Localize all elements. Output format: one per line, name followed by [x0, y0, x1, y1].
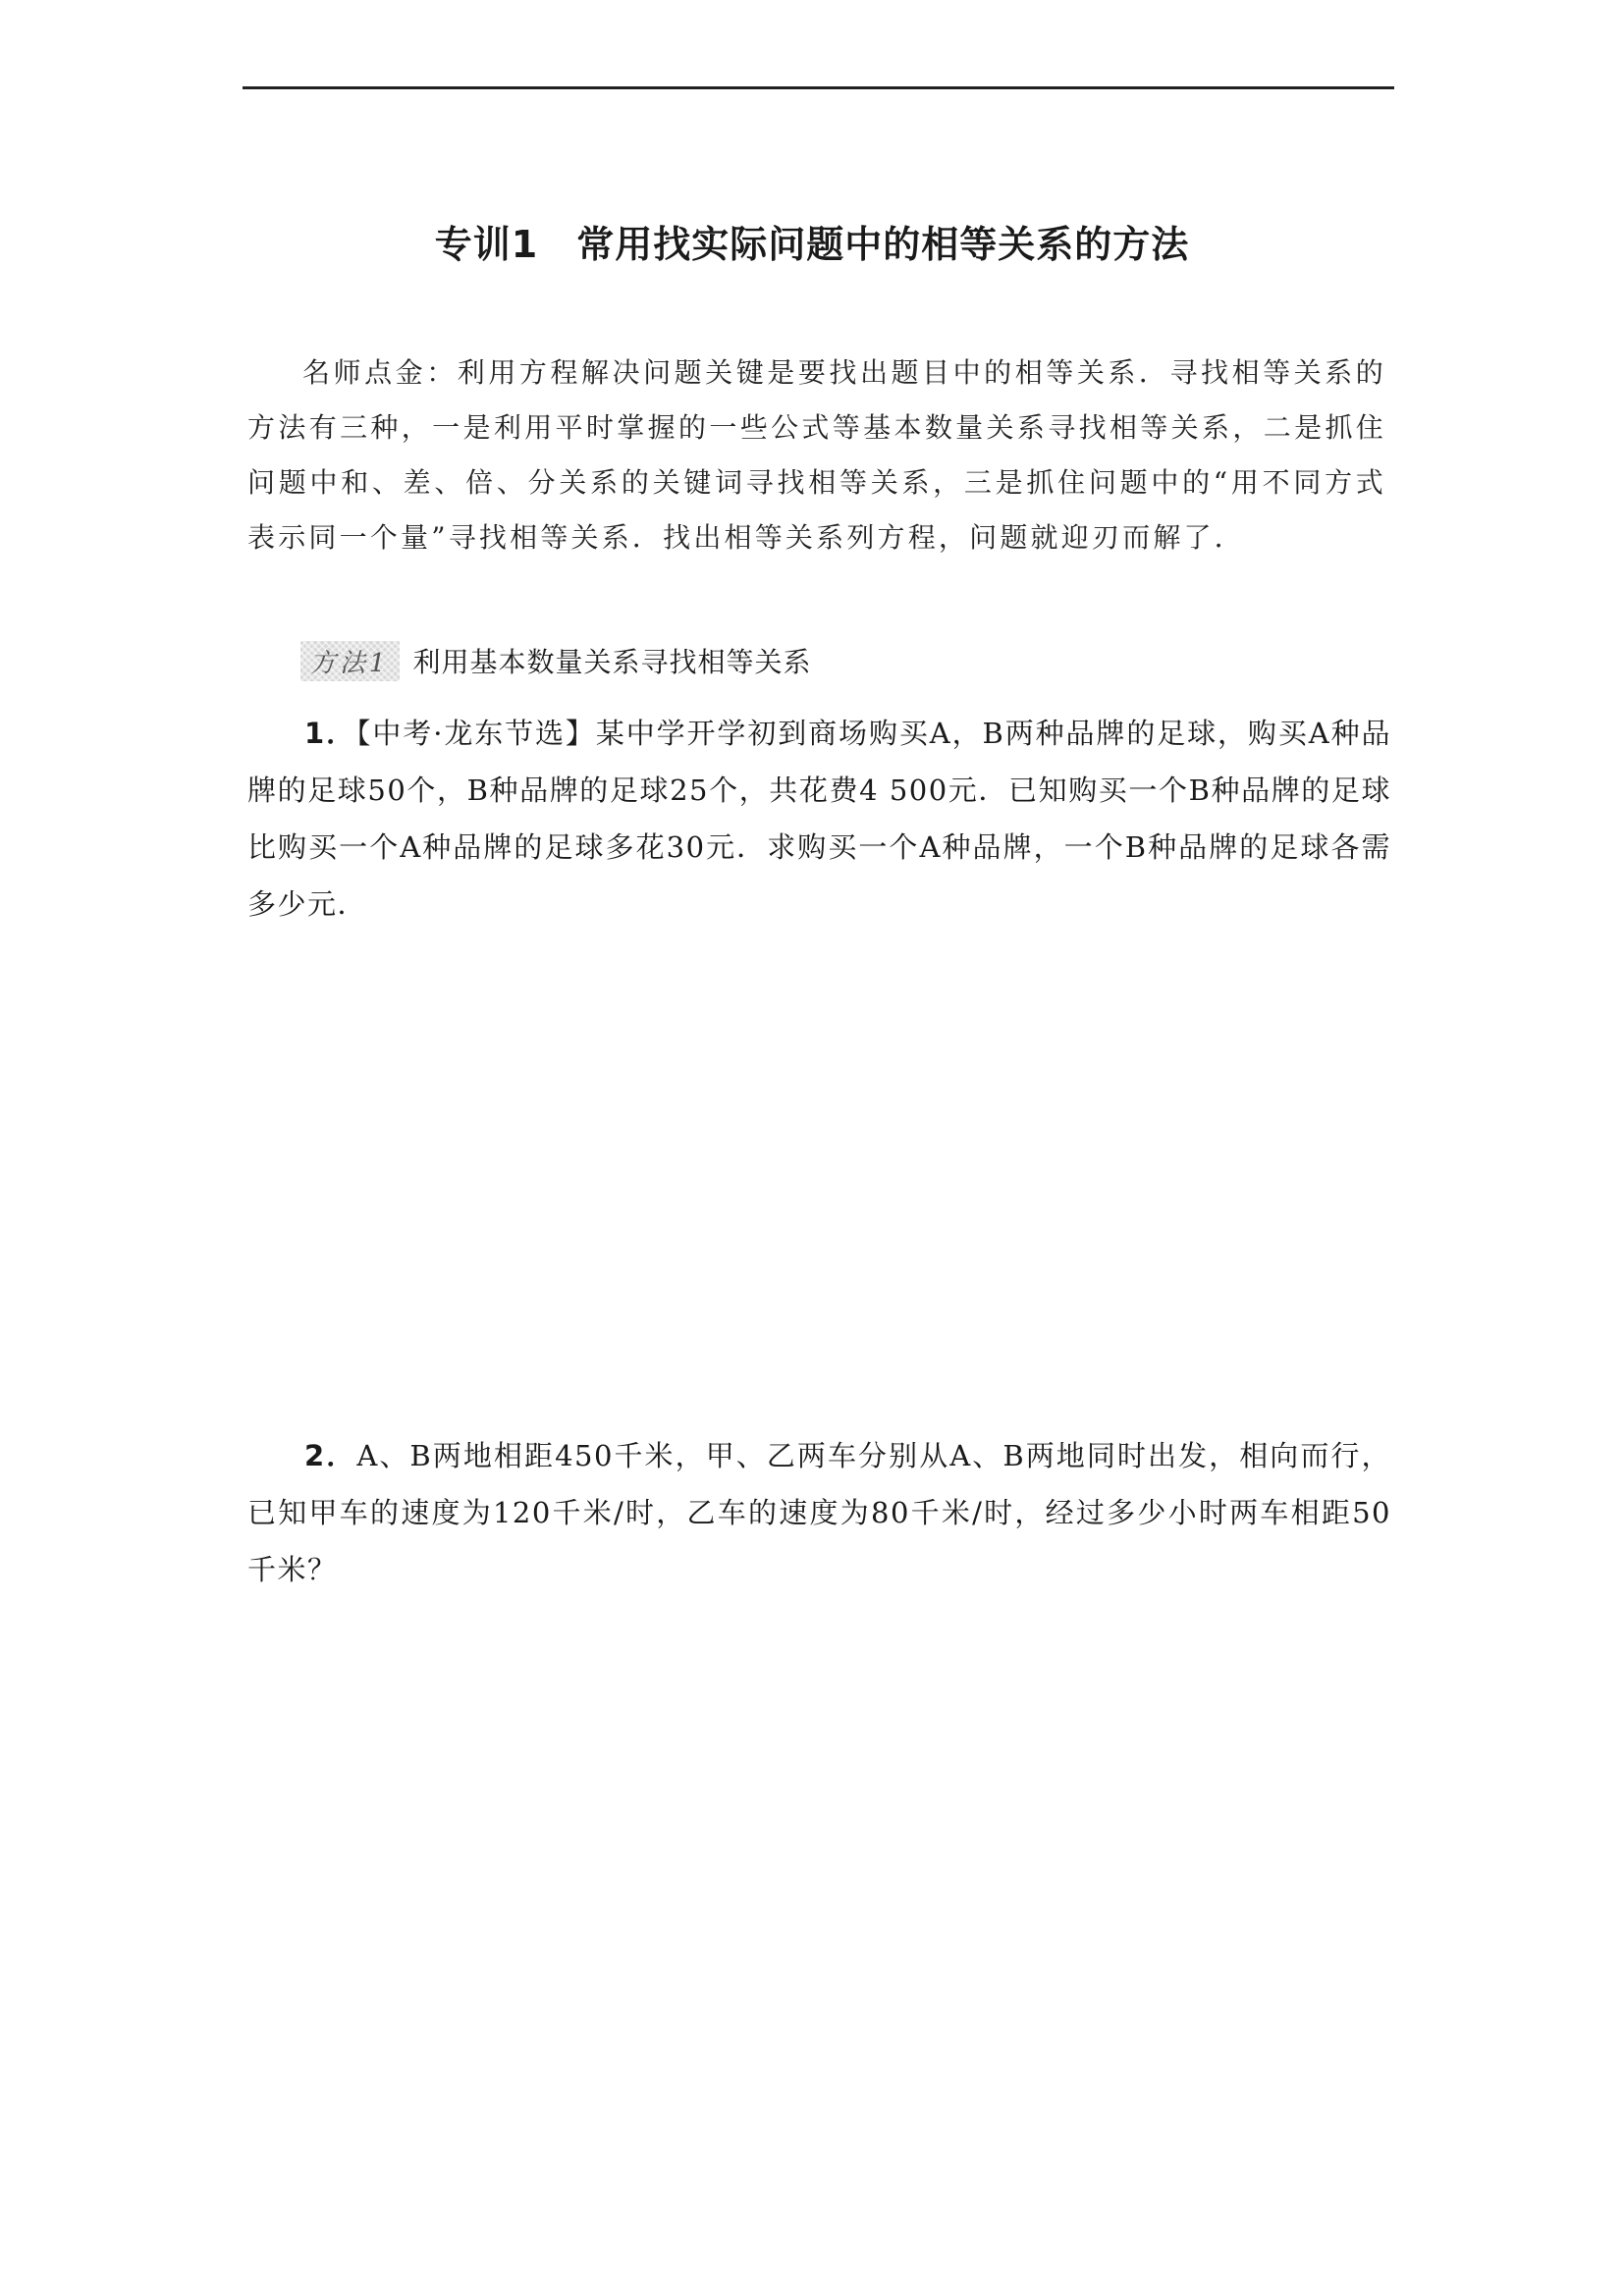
problem-2 [247, 1427, 1391, 1598]
page-title: 专训1 常用找实际问题中的相等关系的方法 [434, 223, 1190, 266]
problem-1-number: 1． [304, 717, 356, 750]
teacher-tip-paragraph: 名师点金：利用方程解决问题关键是要找出题目中的相等关系．寻找相等关系的方法有三种，一是利用平时掌握的一些公式等基本数量关系寻找相等关系，二是抓住问题中和、差、倍、分关系的关键词寻找相等关系，三是抓住问题中的“用不同方式表示同一个量”寻找相等关系．找出相等关系列方程，问题就迎刃而解了． [247, 356, 1386, 554]
method-1-heading [300, 638, 812, 683]
problem-2-text: A、B两地相距450千米，甲、乙两车分别从A、B两地同时出发，相向而行，已知甲车的速度为120千米/时，乙车的速度为80千米/时，经过多少小时两车相距50千米？ [247, 1439, 1391, 1586]
method-1-title: 利用基本数量关系寻找相等关系 [412, 646, 812, 678]
problem-1-text: 【中考·龙东节选】某中学开学初到商场购买A，B两种品牌的足球，购买A种品牌的足球50个，B种品牌的足球25个，共花费4 500元．已知购买一个B种品牌的足球比购买一个A种品牌的足球多花30元．求购买一个A种品牌，一个B种品牌的足球各需多少元． [247, 717, 1391, 921]
header-rule [243, 86, 1394, 89]
problem-2-number: 2． [304, 1439, 357, 1472]
method-1-tag: 方法1 [300, 641, 400, 681]
problem-1 [247, 705, 1391, 933]
